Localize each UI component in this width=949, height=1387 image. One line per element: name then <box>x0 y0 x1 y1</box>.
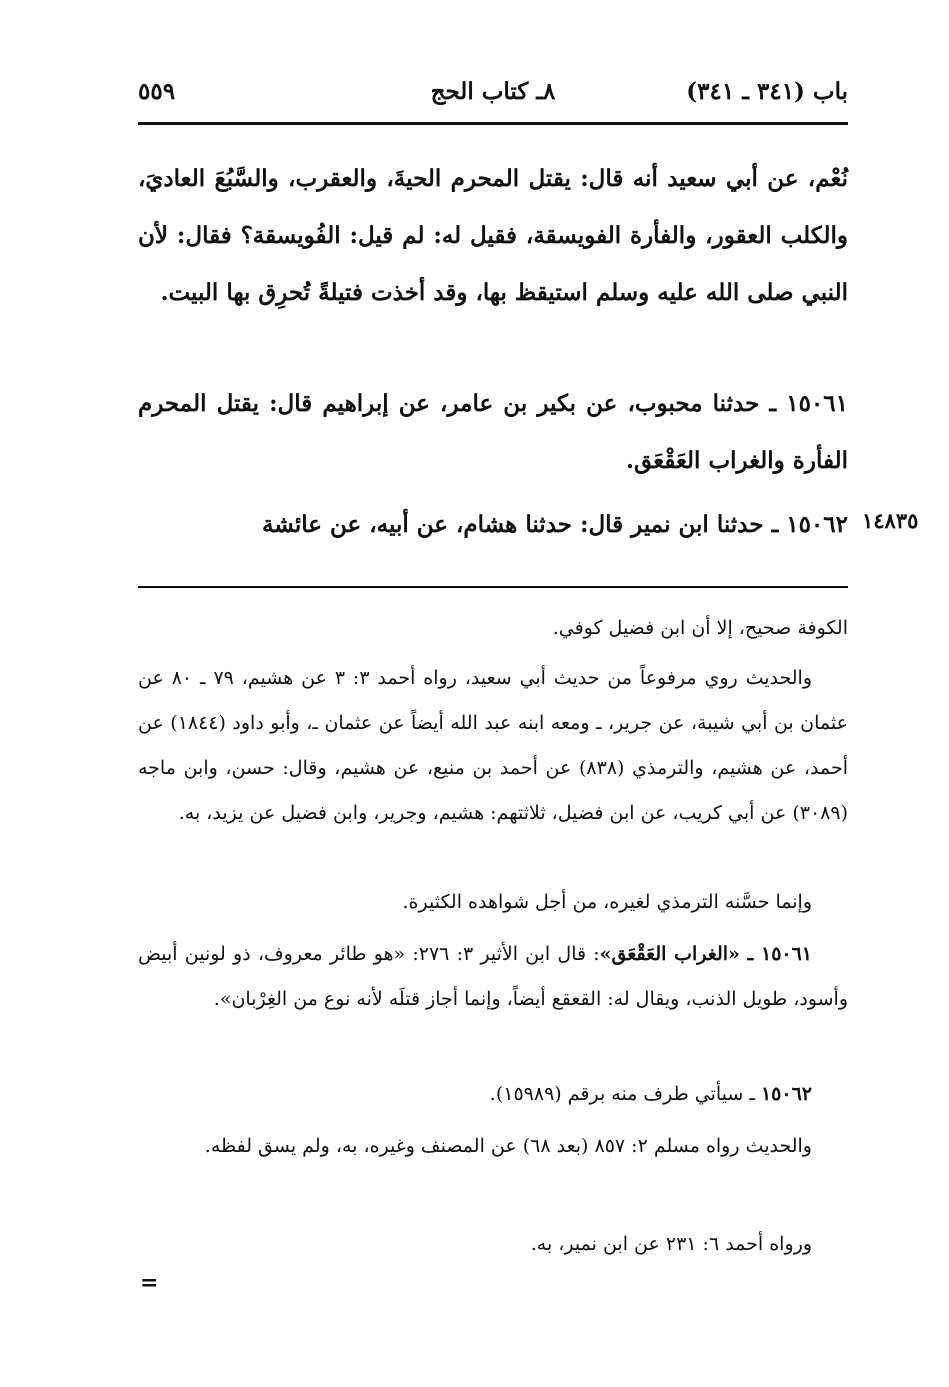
header-rule <box>138 122 848 125</box>
footnote-text: : قال ابن الأثير ٣: ٢٧٦: «هو طائر معروف، ذو لونين أبيض وأسود، طويل الذنب، ويقال له: القعقع أيضاً، وإنما أجاز قتلَه لأنه نوع من الغِرْبان». <box>138 943 848 1010</box>
footnote-label: ١٥٠٦١ ـ «الغراب العَقْعَق» <box>599 943 813 965</box>
hadith-text: ـ حدثنا محبوب، عن بكير بن عامر، عن إبراهيم قال: يقتل المحرم الفأرة والغراب العَقْعَق. <box>138 390 848 474</box>
footnote-paragraph: ورواه أحمد ٦: ٢٣١ عن ابن نمير، به. <box>530 1233 812 1255</box>
page-number: ٥٥٩ <box>138 78 176 105</box>
hadith-number: ١٥٠٦٢ <box>786 511 848 538</box>
footnote-paragraph: والحديث رواه مسلم ٢: ٨٥٧ (بعد ٦٨) عن المصنف وغيره، به، ولم يسق لفظه. <box>204 1135 812 1157</box>
footnote-paragraph: والحديث روي مرفوعاً من حديث أبي سعيد، رواه أحمد ٣: ٣ عن هشيم، ٧٩ ـ ٨٠ عن عثمان بن أبي شيبة، عن جرير، ـ ومعه ابنه عبد الله أيضاً عن عثمان ـ، وأبو داود (١٨٤٤) عن أحمد، عن هشيم، والترمذي (٨٣٨) عن أحمد بن منيع، عن هشيم، وقال: حسن، وابن ماجه (٣٠٨٩) عن أبي كريب، عن ابن فضيل، ثلاثتهم: هشيم، وجرير، وابن فضيل عن يزيد، به. <box>138 667 848 824</box>
chapter-range: باب (٣٤١ ـ ٣٤١) <box>686 78 848 105</box>
page-header <box>138 78 848 118</box>
footnote-line: الكوفة صحيح، إلا أن ابن فضيل كوفي. <box>552 617 848 639</box>
margin-reference-number: ١٤٨٣٥ <box>862 508 919 533</box>
footnote-15062 <box>138 1072 848 1117</box>
footnote-15061 <box>138 932 848 1022</box>
continuation-mark: = <box>140 1270 159 1296</box>
footnote-paragraph: وإنما حسَّنه الترمذي لغيره، من أجل شواهده الكثيرة. <box>402 891 812 913</box>
main-text-continuation: نُعْم، عن أبي سعيد أنه قال: يقتل المحرم الحيةَ، والعقرب، والسَّبُعَ العاديَ، والكلب العقور، والفأرة الفويسقة، فقيل له: لم قيل: الفُويسقة؟ فقال: لأن النبي صلى الله عليه وسلم استيقظ بها، وقد أخذت فتيلةً تُحرِق بها البيت. <box>138 165 848 306</box>
main-text-paragraph <box>138 150 848 321</box>
hadith-15061 <box>138 375 848 489</box>
footnote-separator <box>138 586 848 588</box>
book-title: ٨ـ كتاب الحج <box>430 78 556 105</box>
hadith-text: ـ حدثنا ابن نمير قال: حدثنا هشام، عن أبيه، عن عائشة <box>262 511 787 538</box>
footnote-text: ـ سيأتي طرف منه برقم (١٥٩٨٩). <box>489 1083 761 1105</box>
hadith-15062 <box>138 496 848 553</box>
hadith-number: ١٥٠٦١ <box>786 390 848 417</box>
footnote-label: ١٥٠٦٢ <box>760 1083 812 1105</box>
